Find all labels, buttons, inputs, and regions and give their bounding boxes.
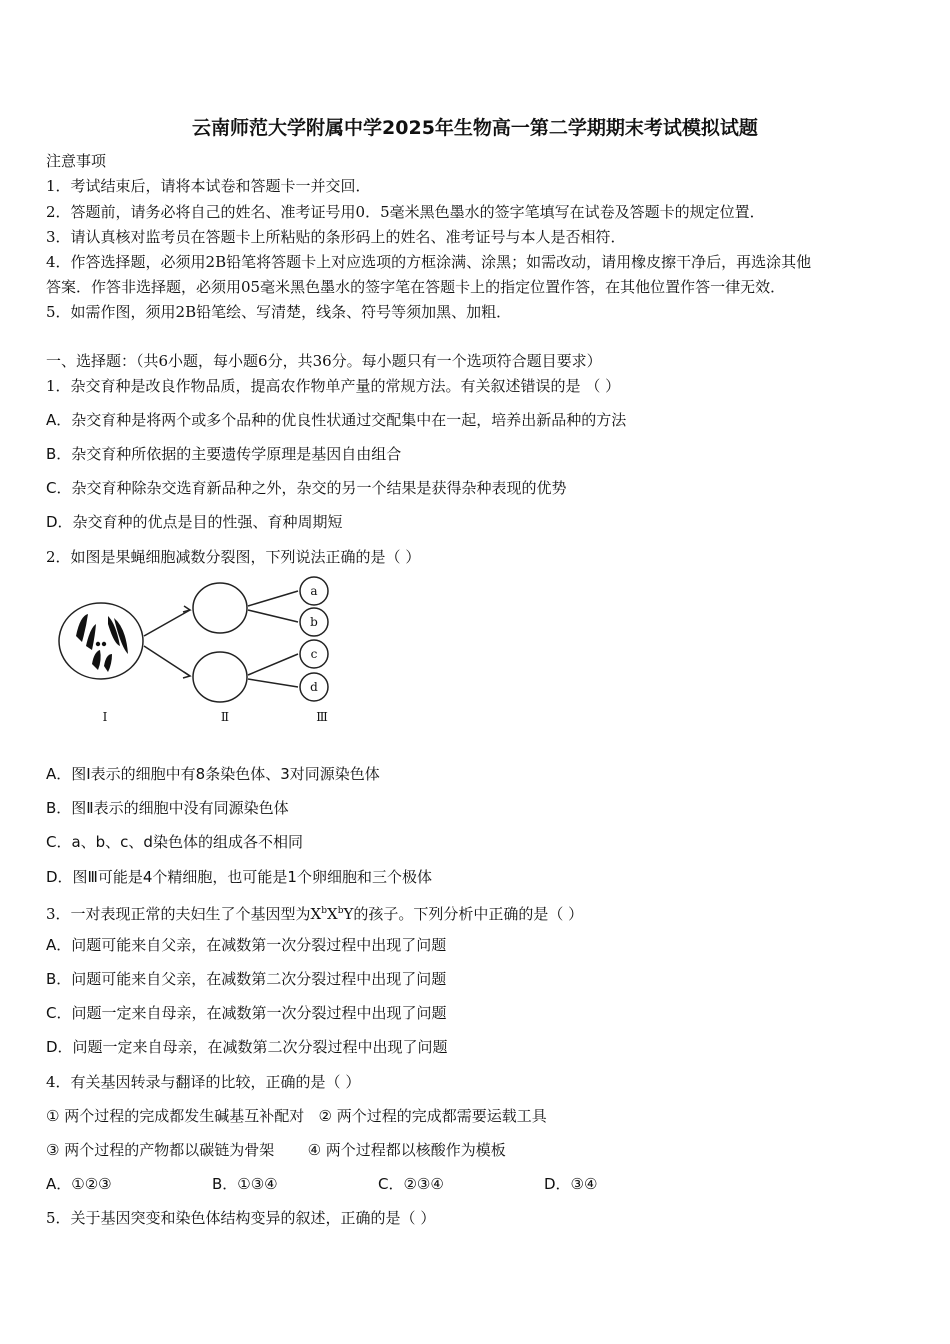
q3-option-b: B．问题可能来自父亲，在减数第二次分裂过程中出现了问题 bbox=[46, 970, 447, 988]
q1-stem: 1．杂交育种是改良作物品质，提高农作物单产量的常规方法。有关叙述错误的是 （ ） bbox=[46, 377, 621, 395]
q2-stem: 2．如图是果蝇细胞减数分裂图，下列说法正确的是（ ） bbox=[46, 548, 421, 566]
notice-item: 2．答题前，请务必将自己的姓名、准考证号用0．5毫米黑色墨水的签字笔填写在试卷及答题卡的规定位置． bbox=[46, 203, 765, 221]
label-a: a bbox=[310, 584, 318, 598]
cell-stage-1 bbox=[59, 603, 143, 679]
q5-stem: 5．关于基因突变和染色体结构变异的叙述，正确的是（ ） bbox=[46, 1209, 436, 1227]
q4-stem: 4．有关基因转录与翻译的比较，正确的是（ ） bbox=[46, 1073, 361, 1091]
q4-options bbox=[46, 1174, 597, 1194]
cell-stage-2-top bbox=[193, 583, 247, 633]
q1-option-a: A．杂交育种是将两个或多个品种的优良性状通过交配集中在一起，培养出新品种的方法 bbox=[46, 411, 627, 429]
meiosis-figure bbox=[56, 576, 346, 732]
q1-option-c: C．杂交育种除杂交选育新品种之外，杂交的另一个结果是获得杂种表现的优势 bbox=[46, 479, 567, 497]
label-d: d bbox=[310, 680, 318, 694]
q3-stem: 3．一对表现正常的夫妇生了个基因型为$X^bX^bY$的孩子。下列分析中正确的是（ ） bbox=[46, 905, 584, 923]
label-c: c bbox=[310, 647, 318, 661]
notice-item: 4．作答选择题，必须用2B铅笔将答题卡上对应选项的方框涂满、涂黑；如需改动，请用橡皮擦干净后，再选涂其他 bbox=[46, 253, 812, 271]
q1-option-d: D．杂交育种的优点是目的性强、育种周期短 bbox=[46, 513, 343, 531]
chromosome bbox=[86, 624, 96, 650]
chromosome bbox=[76, 614, 88, 642]
notice-heading: 注意事项 bbox=[46, 152, 107, 170]
notice-item: 5．如需作图，须用2B铅笔绘、写清楚，线条、符号等须加黑、加粗． bbox=[46, 303, 512, 321]
q4-option-b: B．①③④ bbox=[212, 1175, 278, 1193]
stage-label-1: Ⅰ bbox=[102, 710, 108, 724]
q4-statements-2: ③ 两个过程的产物都以碳链为骨架 ④ 两个过程都以核酸作为模板 bbox=[46, 1141, 506, 1159]
q2-option-d: D．图Ⅲ可能是4个精细胞，也可能是1个卵细胞和三个极体 bbox=[46, 868, 432, 886]
stage-label-3: Ⅲ bbox=[316, 710, 328, 724]
label-b: b bbox=[310, 615, 318, 629]
q2-option-a: A．图Ⅰ表示的细胞中有8条染色体、3对同源染色体 bbox=[46, 765, 380, 783]
section-heading: 一、选择题：（共6小题，每小题6分，共36分。每小题只有一个选项符合题目要求） bbox=[46, 352, 602, 370]
q4-statements-1: ① 两个过程的完成都发生碱基互补配对 ② 两个过程的完成都需要运载工具 bbox=[46, 1107, 547, 1125]
notice-item: 1．考试结束后，请将本试卷和答题卡一并交回． bbox=[46, 177, 371, 195]
q3-option-d: D．问题一定来自母亲，在减数第二次分裂过程中出现了问题 bbox=[46, 1038, 448, 1056]
q4-option-c: C．②③④ bbox=[378, 1175, 444, 1193]
q3-option-a: A．问题可能来自父亲，在减数第一次分裂过程中出现了问题 bbox=[46, 936, 447, 954]
q3-option-c: C．问题一定来自母亲，在减数第一次分裂过程中出现了问题 bbox=[46, 1004, 447, 1022]
page-title: 云南师范大学附属中学2025年生物高一第二学期期末考试模拟试题 bbox=[192, 117, 758, 139]
q4-option-a: A．①②③ bbox=[46, 1175, 112, 1193]
q2-option-c: C．a、b、c、d染色体的组成各不相同 bbox=[46, 833, 303, 851]
notice-item: 答案．作答非选择题，必须用05毫米黑色墨水的签字笔在答题卡上的指定位置作答，在其他位置作答一律无效． bbox=[46, 278, 786, 296]
notice-item: 3．请认真核对监考员在答题卡上所粘贴的条形码上的姓名、准考证号与本人是否相符． bbox=[46, 228, 626, 246]
q2-option-b: B．图Ⅱ表示的细胞中没有同源染色体 bbox=[46, 799, 289, 817]
stage-label-2: Ⅱ bbox=[220, 710, 230, 724]
cell-stage-2-bottom bbox=[193, 652, 247, 702]
q1-option-b: B．杂交育种所依据的主要遗传学原理是基因自由组合 bbox=[46, 445, 402, 463]
q4-option-d: D．③④ bbox=[544, 1175, 598, 1193]
chromosome bbox=[92, 650, 101, 670]
chromosome bbox=[104, 654, 112, 672]
